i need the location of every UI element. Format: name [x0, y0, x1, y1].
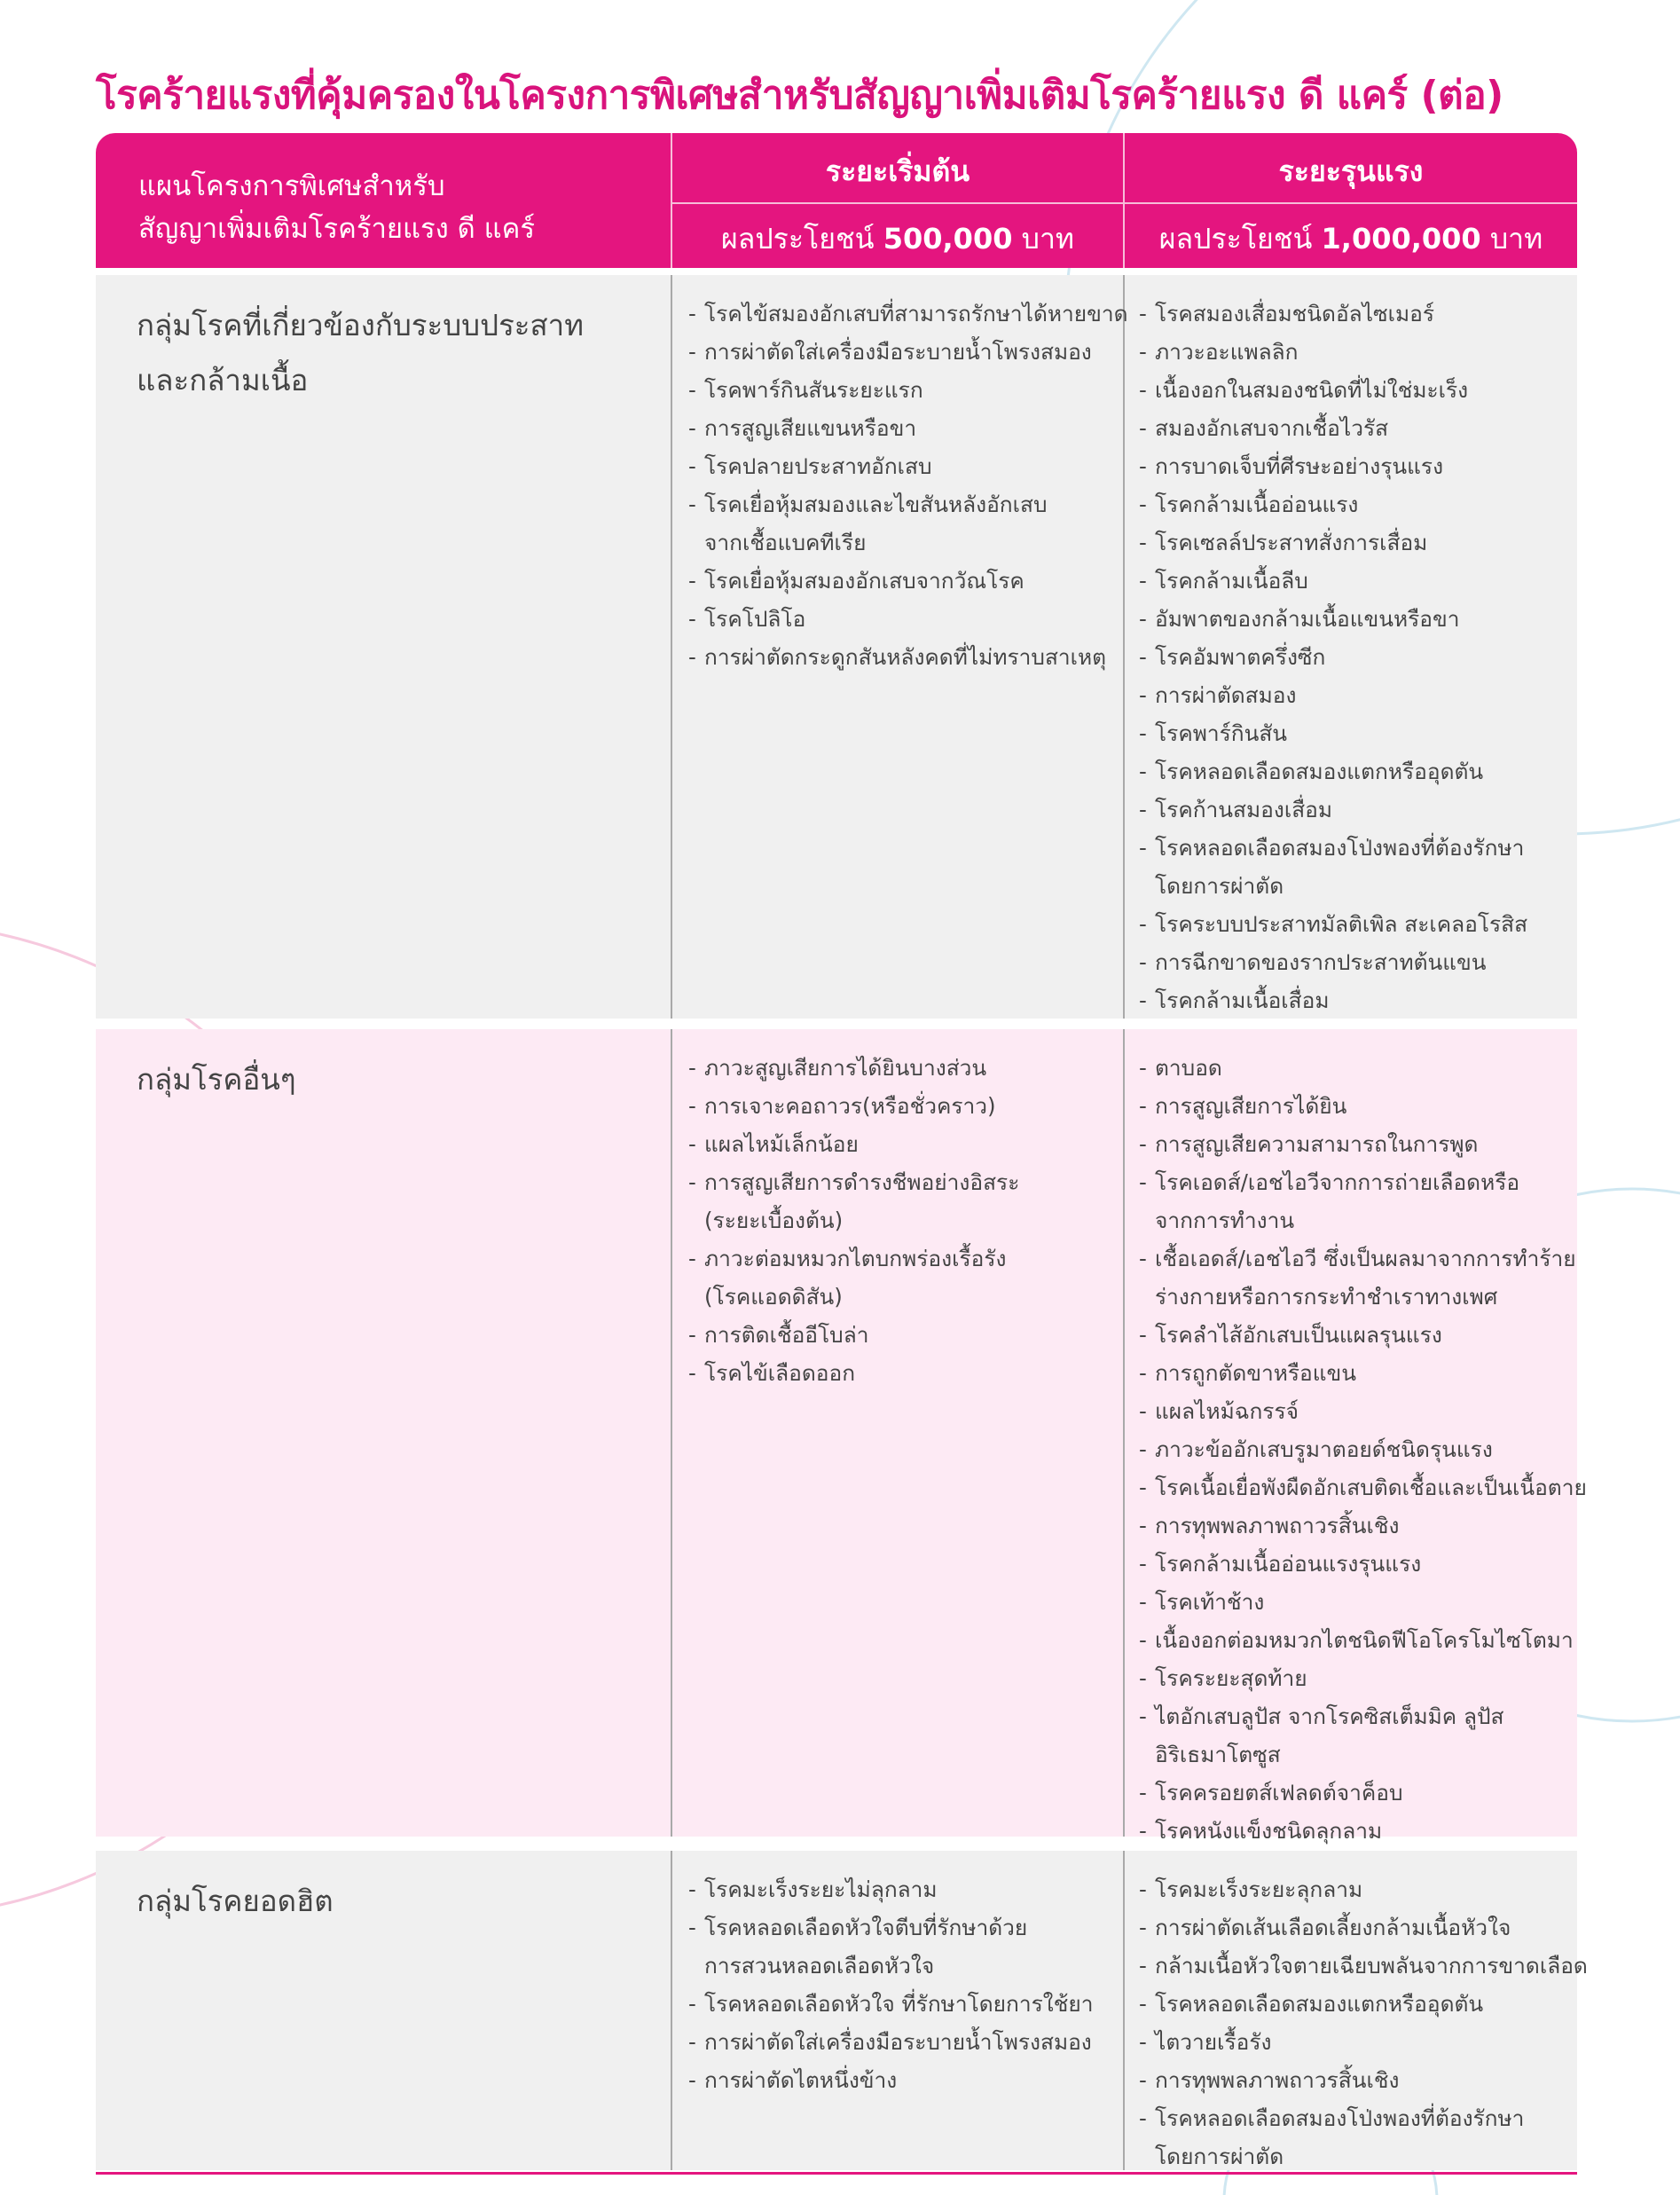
early-benefit-header: ผลประโยชน์ 500,000 บาท — [720, 222, 1075, 256]
disease-item — [1139, 1430, 1574, 1468]
disease-item — [688, 600, 1132, 638]
severe-stage-list — [1139, 1049, 1587, 1850]
disease-item-text: - โรคสมองเสื่อมชนิดอัลไซเมอร์ — [1155, 301, 1435, 326]
disease-item — [1139, 1985, 1574, 2023]
disease-item — [1139, 447, 1574, 485]
disease-item — [1139, 1316, 1574, 1354]
disease-item-text: - โรคหลอดเลือดสมองแตกหรืออุดตัน — [1155, 1991, 1484, 2017]
early-stage-list — [688, 295, 1132, 676]
disease-item — [688, 371, 1132, 409]
disease-item-text: - โรคเยื่อหุ้มสมองอักเสบจากวัณโรค — [704, 568, 1024, 594]
disease-item-text: - การผ่าตัดไตหนึ่งข้าง — [704, 2067, 898, 2093]
disease-item — [1139, 943, 1574, 981]
disease-item-text: - โรคเท้าช้าง — [1155, 1589, 1265, 1615]
disease-item — [1139, 1087, 1574, 1125]
disease-item — [1139, 562, 1574, 600]
disease-item — [1139, 1545, 1574, 1583]
disease-item-text: - โรคพาร์กินสันระยะแรก — [704, 377, 923, 403]
disease-item — [1139, 676, 1574, 714]
disease-item — [1139, 829, 1574, 905]
disease-item-text: - โรคกล้ามเนื้ออ่อนแรงรุนแรง — [1155, 1551, 1422, 1577]
plan-header-line1: แผนโครงการพิเศษสำหรับ — [138, 170, 445, 202]
disease-item — [688, 1125, 1132, 1163]
disease-item-text: - โรคครอยตส์เฟลดต์จาค็อบ — [1155, 1780, 1403, 1806]
disease-item-text: - โรคหนังแข็งชนิดลุกลาม — [1155, 1818, 1383, 1844]
disease-item — [1139, 485, 1574, 523]
disease-item — [1139, 905, 1574, 943]
disease-item-text: - การสูญเสียการได้ยิน — [1155, 1093, 1347, 1119]
disease-item-text: - โรคมะเร็งระยะลุกลาม — [1155, 1876, 1363, 1902]
disease-item — [688, 485, 1132, 562]
column-divider — [671, 1851, 672, 2170]
disease-item — [1139, 1947, 1588, 1985]
disease-item-text: ร่างกายหรือการกระทำชำเราทางเพศ — [1155, 1284, 1498, 1310]
disease-item-text: - เชื้อเอดส์/เอชไอวี ซึ่งเป็นผลมาจากการทำร้าย — [1155, 1246, 1576, 1271]
disease-item-text: - โรคก้านสมองเสื่อม — [1155, 797, 1333, 822]
group-section-nervous — [96, 275, 1577, 1019]
header-divider — [672, 202, 1577, 204]
disease-item — [1139, 1049, 1574, 1087]
disease-item — [1139, 1870, 1574, 1908]
disease-item — [1139, 1392, 1574, 1430]
disease-item — [688, 447, 1132, 485]
disease-item — [1139, 1507, 1574, 1545]
disease-item — [1139, 333, 1574, 371]
disease-item-text: - โรคหลอดเลือดสมองโป่งพองที่ต้องรักษา — [1155, 835, 1525, 861]
disease-item — [1139, 1239, 1574, 1316]
disease-item-text: จากเชื้อแบคทีเรีย — [704, 530, 867, 555]
disease-item-text: - โรคเซลล์ประสาทสั่งการเสื่อม — [1155, 530, 1428, 555]
disease-item — [688, 295, 1132, 333]
disease-item-text: - โรคหลอดเลือดสมองแตกหรืออุดตัน — [1155, 759, 1484, 784]
disease-item-text: - โรคกล้ามเนื้อเสื่อม — [1155, 987, 1330, 1013]
severe-stage-list — [1139, 1870, 1588, 2175]
disease-item — [688, 1239, 1132, 1316]
group-section-other — [96, 1029, 1587, 1844]
disease-item-text: - โรคหลอดเลือดหัวใจ ที่รักษาโดยการใช้ยา — [704, 1991, 1094, 2017]
disease-item-text: - โรคเนื้อเยื่อพังผืดอักเสบติดเชื้อและเป็นเนื้อตาย — [1155, 1475, 1587, 1500]
disease-item-text: - การผ่าตัดเส้นเลือดเลี้ยงกล้ามเนื้อหัวใจ — [1155, 1915, 1511, 1940]
disease-item-text: - โรคเยื่อหุ้มสมองและไขสันหลังอักเสบ — [704, 492, 1048, 517]
disease-item-text: (โรคแอดดิสัน) — [704, 1284, 843, 1310]
disease-item-text: - การถูกตัดขาหรือแขน — [1155, 1360, 1357, 1386]
disease-item — [688, 333, 1132, 371]
disease-item-text: จากการทำงาน — [1155, 1208, 1295, 1233]
group-label-line1: กลุ่มโรคอื่นๆ — [137, 1062, 296, 1097]
disease-item-text: - การบาดเจ็บที่ศีรษะอย่างรุนแรง — [1155, 453, 1444, 479]
disease-item — [688, 1908, 1132, 1985]
disease-item — [1139, 2061, 1574, 2099]
disease-item-text: - การทุพพลภาพถาวรสิ้นเชิง — [1155, 2067, 1400, 2093]
disease-item — [1139, 714, 1574, 752]
disease-item-text: - การผ่าตัดสมอง — [1155, 682, 1297, 708]
disease-item — [1139, 371, 1574, 409]
disease-item-text: โดยการผ่าตัด — [1155, 873, 1284, 899]
disease-item-text: - โรคลำไส้อักเสบเป็นแผลรุนแรง — [1155, 1322, 1442, 1348]
disease-item-text: - ภาวะต่อมหมวกไตบกพร่องเรื้อรัง — [704, 1246, 1007, 1271]
disease-item — [688, 562, 1132, 600]
disease-item — [1139, 409, 1574, 447]
disease-item-text: - เนื้องอกในสมองชนิดที่ไม่ใช่มะเร็ง — [1155, 377, 1469, 403]
disease-item — [1139, 791, 1574, 829]
disease-item — [1139, 1468, 1587, 1507]
table-header — [96, 133, 1577, 268]
disease-item-text: การสวนหลอดเลือดหัวใจ — [704, 1953, 935, 1979]
plan-header-label — [138, 165, 535, 250]
disease-item-text: - โรคหลอดเลือดหัวใจตีบที่รักษาด้วย — [704, 1915, 1028, 1940]
severe-stage-list — [1139, 295, 1574, 1019]
disease-item-text: - แผลไหม้ฉกรรจ์ — [1155, 1398, 1299, 1424]
disease-item-text: - โรคมะเร็งระยะไม่ลุกลาม — [704, 1876, 938, 1902]
disease-item-text: - โรคไข้เลือดออก — [704, 1360, 856, 1386]
disease-item-text: - การสูญเสียแขนหรือขา — [704, 415, 917, 441]
disease-item-text: - ตาบอด — [1155, 1055, 1222, 1081]
group-section-popular — [96, 1851, 1588, 2170]
disease-item-text: - โรคระบบประสาทมัลติเพิล สะเคลอโรสิส — [1155, 911, 1528, 937]
disease-item-text: - แผลไหม้เล็กน้อย — [704, 1131, 859, 1157]
disease-item-text: - ภาวะอะแพลลิก — [1155, 339, 1299, 365]
group-label — [137, 1052, 296, 1107]
disease-item — [688, 2023, 1132, 2061]
disease-item — [688, 1049, 1132, 1087]
disease-item-text: - การฉีกขาดของรากประสาทต้นแขน — [1155, 949, 1487, 975]
disease-item — [1139, 752, 1574, 791]
disease-item — [688, 638, 1132, 676]
disease-item — [1139, 1812, 1574, 1850]
disease-item-text: - การทุพพลภาพถาวรสิ้นเชิง — [1155, 1513, 1400, 1538]
disease-item — [688, 1163, 1132, 1239]
severe-stage-header: ระยะรุนแรง — [1278, 154, 1424, 188]
disease-item — [688, 2061, 1132, 2099]
group-label — [137, 298, 584, 408]
group-label-line2: และกล้ามเนื้อ — [137, 363, 309, 397]
disease-item-text: - การติดเชื้ออีโบล่า — [704, 1322, 869, 1348]
group-label-line1: กลุ่มโรคที่เกี่ยวข้องกับระบบประสาท — [137, 308, 584, 342]
column-divider — [671, 275, 672, 1019]
disease-item — [1139, 2099, 1574, 2175]
disease-item-text: - โรคกล้ามเนื้ออ่อนแรง — [1155, 492, 1359, 517]
disease-item-text: - การผ่าตัดกระดูกสันหลังคดที่ไม่ทราบสาเหตุ — [704, 644, 1107, 670]
disease-item — [688, 1316, 1132, 1354]
disease-item-text: - การสูญเสียความสามารถในการพูด — [1155, 1131, 1479, 1157]
disease-item-text: - โรคพาร์กินสัน — [1155, 720, 1288, 746]
disease-item-text: - ภาวะข้ออักเสบรูมาตอยด์ชนิดรุนแรง — [1155, 1436, 1493, 1462]
disease-item-text: - โรคระยะสุดท้าย — [1155, 1665, 1307, 1691]
disease-item — [1139, 600, 1574, 638]
disease-item-text: - การเจาะคอถาวร(หรือชั่วคราว) — [704, 1093, 996, 1119]
disease-item — [688, 1087, 1132, 1125]
disease-item — [1139, 1163, 1574, 1239]
disease-item — [1139, 2023, 1574, 2061]
disease-item-text: - โรคกล้ามเนื้อลีบ — [1155, 568, 1308, 594]
column-divider — [671, 1029, 672, 1837]
disease-item-text: - การผ่าตัดใส่เครื่องมือระบายน้ำโพรงสมอง — [704, 2029, 1092, 2055]
group-label — [137, 1874, 334, 1929]
disease-item — [1139, 1354, 1574, 1392]
disease-item — [1139, 981, 1574, 1019]
disease-item — [1139, 1697, 1574, 1774]
disease-item-text: - โรคอัมพาตครึ่งซีก — [1155, 644, 1326, 670]
disease-item-text: - อัมพาตของกล้ามเนื้อแขนหรือขา — [1155, 606, 1460, 632]
disease-item-text: - สมองอักเสบจากเชื้อไวรัส — [1155, 415, 1389, 441]
disease-item-text: - การสูญเสียการดำรงชีพอย่างอิสระ — [704, 1169, 1020, 1195]
disease-item-text: - ไตวายเรื้อรัง — [1155, 2029, 1272, 2055]
disease-item — [688, 1870, 1132, 1908]
disease-item-text: - กล้ามเนื้อหัวใจตายเฉียบพลันจากการขาดเลือด — [1155, 1953, 1588, 1979]
disease-item — [1139, 638, 1574, 676]
disease-item-text: - โรคหลอดเลือดสมองโป่งพองที่ต้องรักษา — [1155, 2105, 1525, 2131]
disease-item — [688, 1354, 1132, 1392]
disease-item-text: โดยการผ่าตัด — [1155, 2144, 1284, 2169]
disease-item — [1139, 1908, 1574, 1947]
disease-item-text: - ไตอักเสบลูปัส จากโรคซิสเต็มมิค ลูปัส — [1155, 1703, 1504, 1729]
disease-item — [1139, 1659, 1574, 1697]
plan-header-line2: สัญญาเพิ่มเติมโรคร้ายแรง ดี แคร์ — [138, 213, 536, 245]
disease-item — [688, 1985, 1132, 2023]
disease-item-text: - โรคโปลิโอ — [704, 606, 806, 632]
disease-item — [1139, 1583, 1574, 1621]
disease-item-text: - โรคปลายประสาทอักเสบ — [704, 453, 932, 479]
disease-item — [1139, 523, 1574, 562]
group-label-line1: กลุ่มโรคยอดฮิต — [137, 1884, 334, 1918]
disease-item-text: - การผ่าตัดใส่เครื่องมือระบายน้ำโพรงสมอง — [704, 339, 1092, 365]
disease-item-text: - โรคไข้สมองอักเสบที่สามารถรักษาได้หายขาด — [704, 301, 1128, 326]
early-stage-list — [688, 1870, 1132, 2099]
disease-item-text: - โรคเอดส์/เอชไอวีจากการถ่ายเลือดหรือ — [1155, 1169, 1520, 1195]
table-bottom-border — [96, 2172, 1577, 2175]
disease-item — [688, 409, 1132, 447]
disease-item-text: - ภาวะสูญเสียการได้ยินบางส่วน — [704, 1055, 987, 1081]
disease-item-text: (ระยะเบื้องต้น) — [704, 1208, 844, 1233]
disease-item-text: - เนื้องอกต่อมหมวกไตชนิดฟีโอโครโมไซโตมา — [1155, 1627, 1574, 1653]
page-title: โรคร้ายแรงที่คุ้มครองในโครงการพิเศษสำหรับสัญญาเพิ่มเติมโรคร้ายแรง ดี แคร์ (ต่อ) — [96, 73, 1503, 118]
disease-item — [1139, 1774, 1574, 1812]
disease-item-text: อิริเธมาโตซูส — [1155, 1742, 1281, 1767]
early-stage-header: ระยะเริ่มต้น — [825, 154, 970, 188]
disease-item — [1139, 1621, 1574, 1659]
disease-item — [1139, 1125, 1574, 1163]
early-stage-list — [688, 1049, 1132, 1392]
severe-benefit-header: ผลประโยชน์ 1,000,000 บาท — [1158, 222, 1543, 256]
disease-item — [1139, 295, 1574, 333]
